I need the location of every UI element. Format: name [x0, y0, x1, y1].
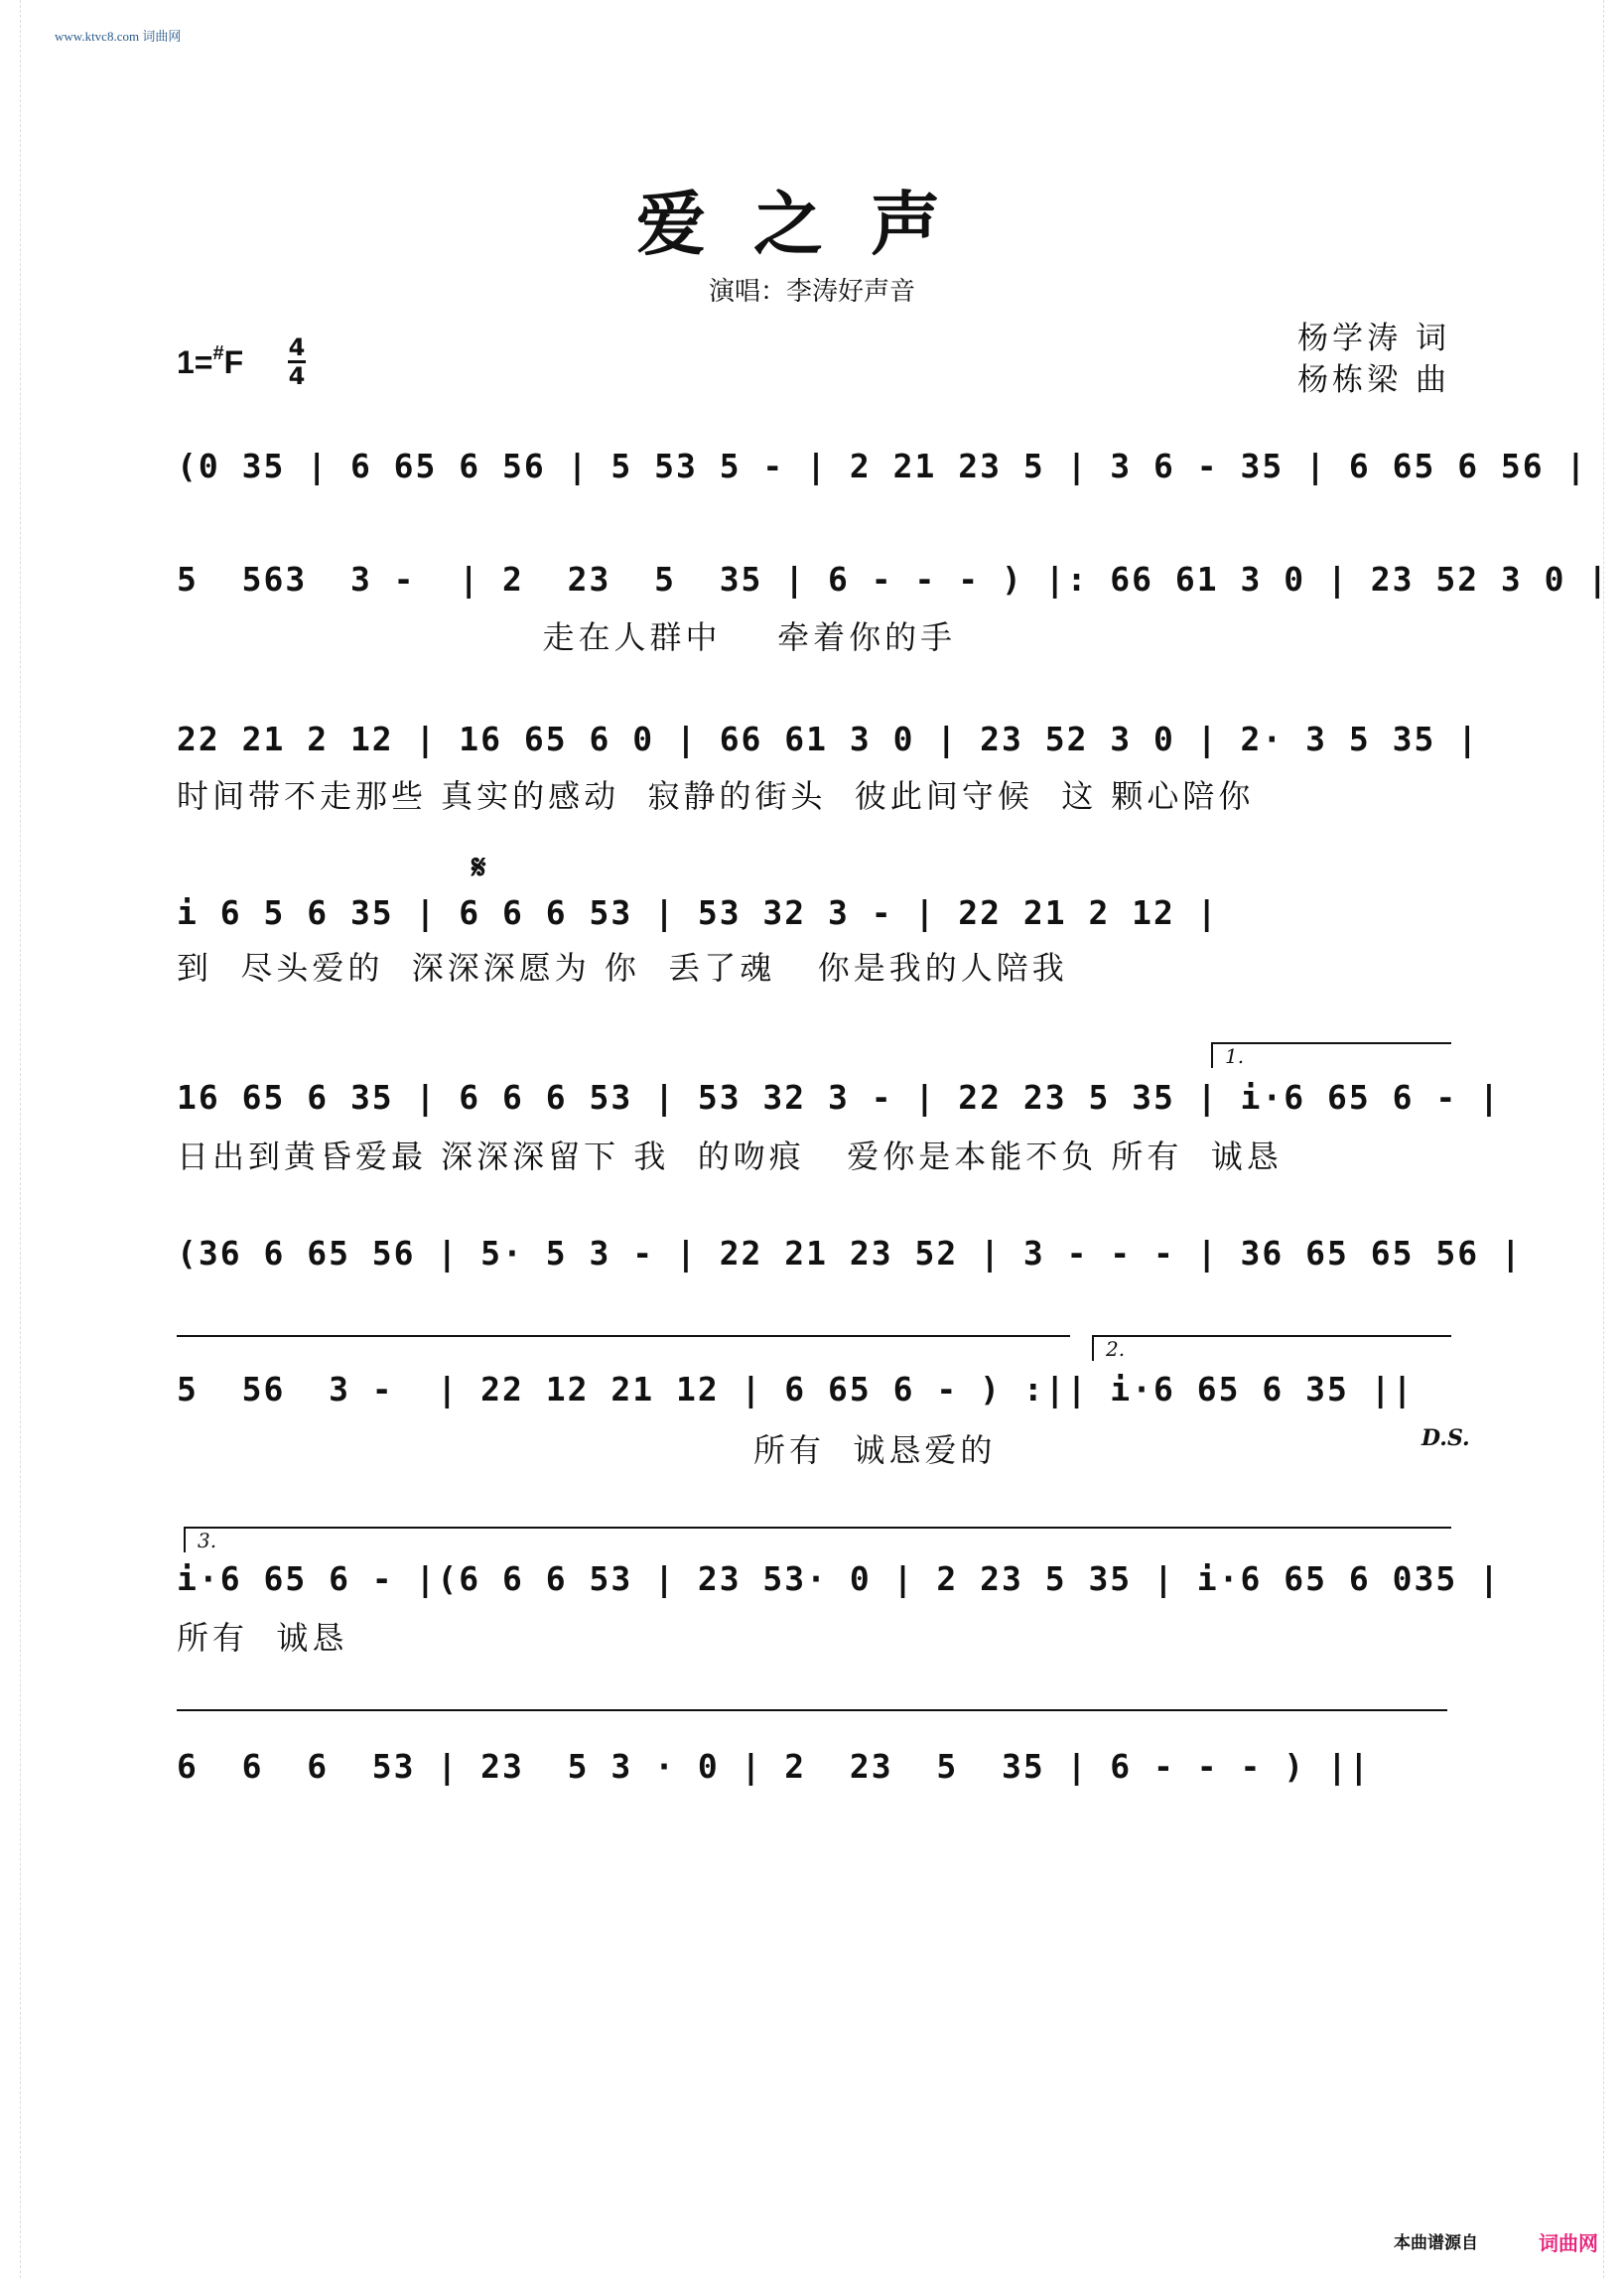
key-signature [177, 342, 243, 381]
lyric-row-5: 日出到黄昏爱最 深深深留下 我 的吻痕 爱你是本能不负 所有 诚恳 [177, 1138, 1283, 1175]
lyricist: 杨学涛 词 [1297, 321, 1450, 356]
right-watermark-strip [1603, 0, 1614, 2278]
sharp-sign: # [212, 342, 224, 364]
dal-segno: D.S. [1421, 1425, 1470, 1451]
time-signature [288, 335, 306, 388]
key-letter: F [223, 344, 244, 380]
score-row-1: (0 35 | 6 65 6 56 | 5 53 5 - | 2 21 23 5 | 3 6 - 35 | 6 65 6 56 | [177, 447, 1588, 485]
score-row-4: i 6 5 6 35 | 6 6 6 53 | 53 32 3 - | 22 21 2 12 | [177, 893, 1219, 932]
volta-bracket-line-2 [177, 1709, 1447, 1711]
lyric-row-7: 所有 诚恳爱的 [177, 1431, 997, 1469]
score-row-6: (36 6 65 56 | 5· 5 3 - | 22 21 23 52 | 3 - - - | 36 65 65 56 | [177, 1234, 1523, 1273]
footer-source: 本曲谱源自 [1394, 2233, 1478, 2253]
left-watermark-strip [10, 0, 21, 2278]
volta-1: 1. [1211, 1042, 1451, 1068]
score-row-9: 6 6 6 53 | 23 5 3 · 0 | 2 23 5 35 | 6 - - - ) || [177, 1747, 1371, 1786]
segno-sign: 𝄋 [472, 848, 486, 887]
lyric-row-3: 时间带不走那些 真实的感动 寂静的街头 彼此间守候 这 颗心陪你 [177, 777, 1255, 815]
lyric-row-8: 所有 诚恳 [177, 1619, 348, 1657]
key-prefix: 1= [177, 344, 213, 380]
footer-site[interactable]: 词曲网 [1539, 2231, 1598, 2255]
volta-2: 2. [1092, 1335, 1451, 1361]
volta-3: 3. [184, 1527, 1451, 1552]
score-row-2: 5 563 3 - | 2 23 5 35 | 6 - - - ) |: 66 61 3 0 | 23 52 3 0 | [177, 560, 1610, 599]
composer: 杨栋梁 曲 [1297, 362, 1450, 398]
meter-bottom: 4 [288, 362, 306, 390]
meter-top: 4 [288, 334, 306, 361]
lyric-row-4: 到 尽头爱的 深深深愿为 你 丢了魂 你是我的人陪我 [177, 949, 1068, 987]
performer: 演唱：李涛好声音 [708, 277, 915, 307]
score-row-8: i·6 65 6 - |(6 6 6 53 | 23 53· 0 | 2 23 5 35 | i·6 65 6 035 | [177, 1559, 1501, 1598]
song-title: 爱之声 [636, 183, 988, 265]
site-url: www.ktvc8.com 词曲网 [55, 29, 182, 44]
score-row-3: 22 21 2 12 | 16 65 6 0 | 66 61 3 0 | 23 52 3 0 | 2· 3 5 35 | [177, 720, 1480, 758]
score-row-7: 5 56 3 - | 22 12 21 12 | 6 65 6 - ) :|| i·6 65 6 35 || [177, 1370, 1415, 1408]
volta-bracket-line [177, 1335, 1070, 1337]
score-row-5: 16 65 6 35 | 6 6 6 53 | 53 32 3 - | 22 23 5 35 | i·6 65 6 - | [177, 1078, 1501, 1117]
lyric-row-2: 走在人群中 牵着你的手 [177, 618, 957, 656]
